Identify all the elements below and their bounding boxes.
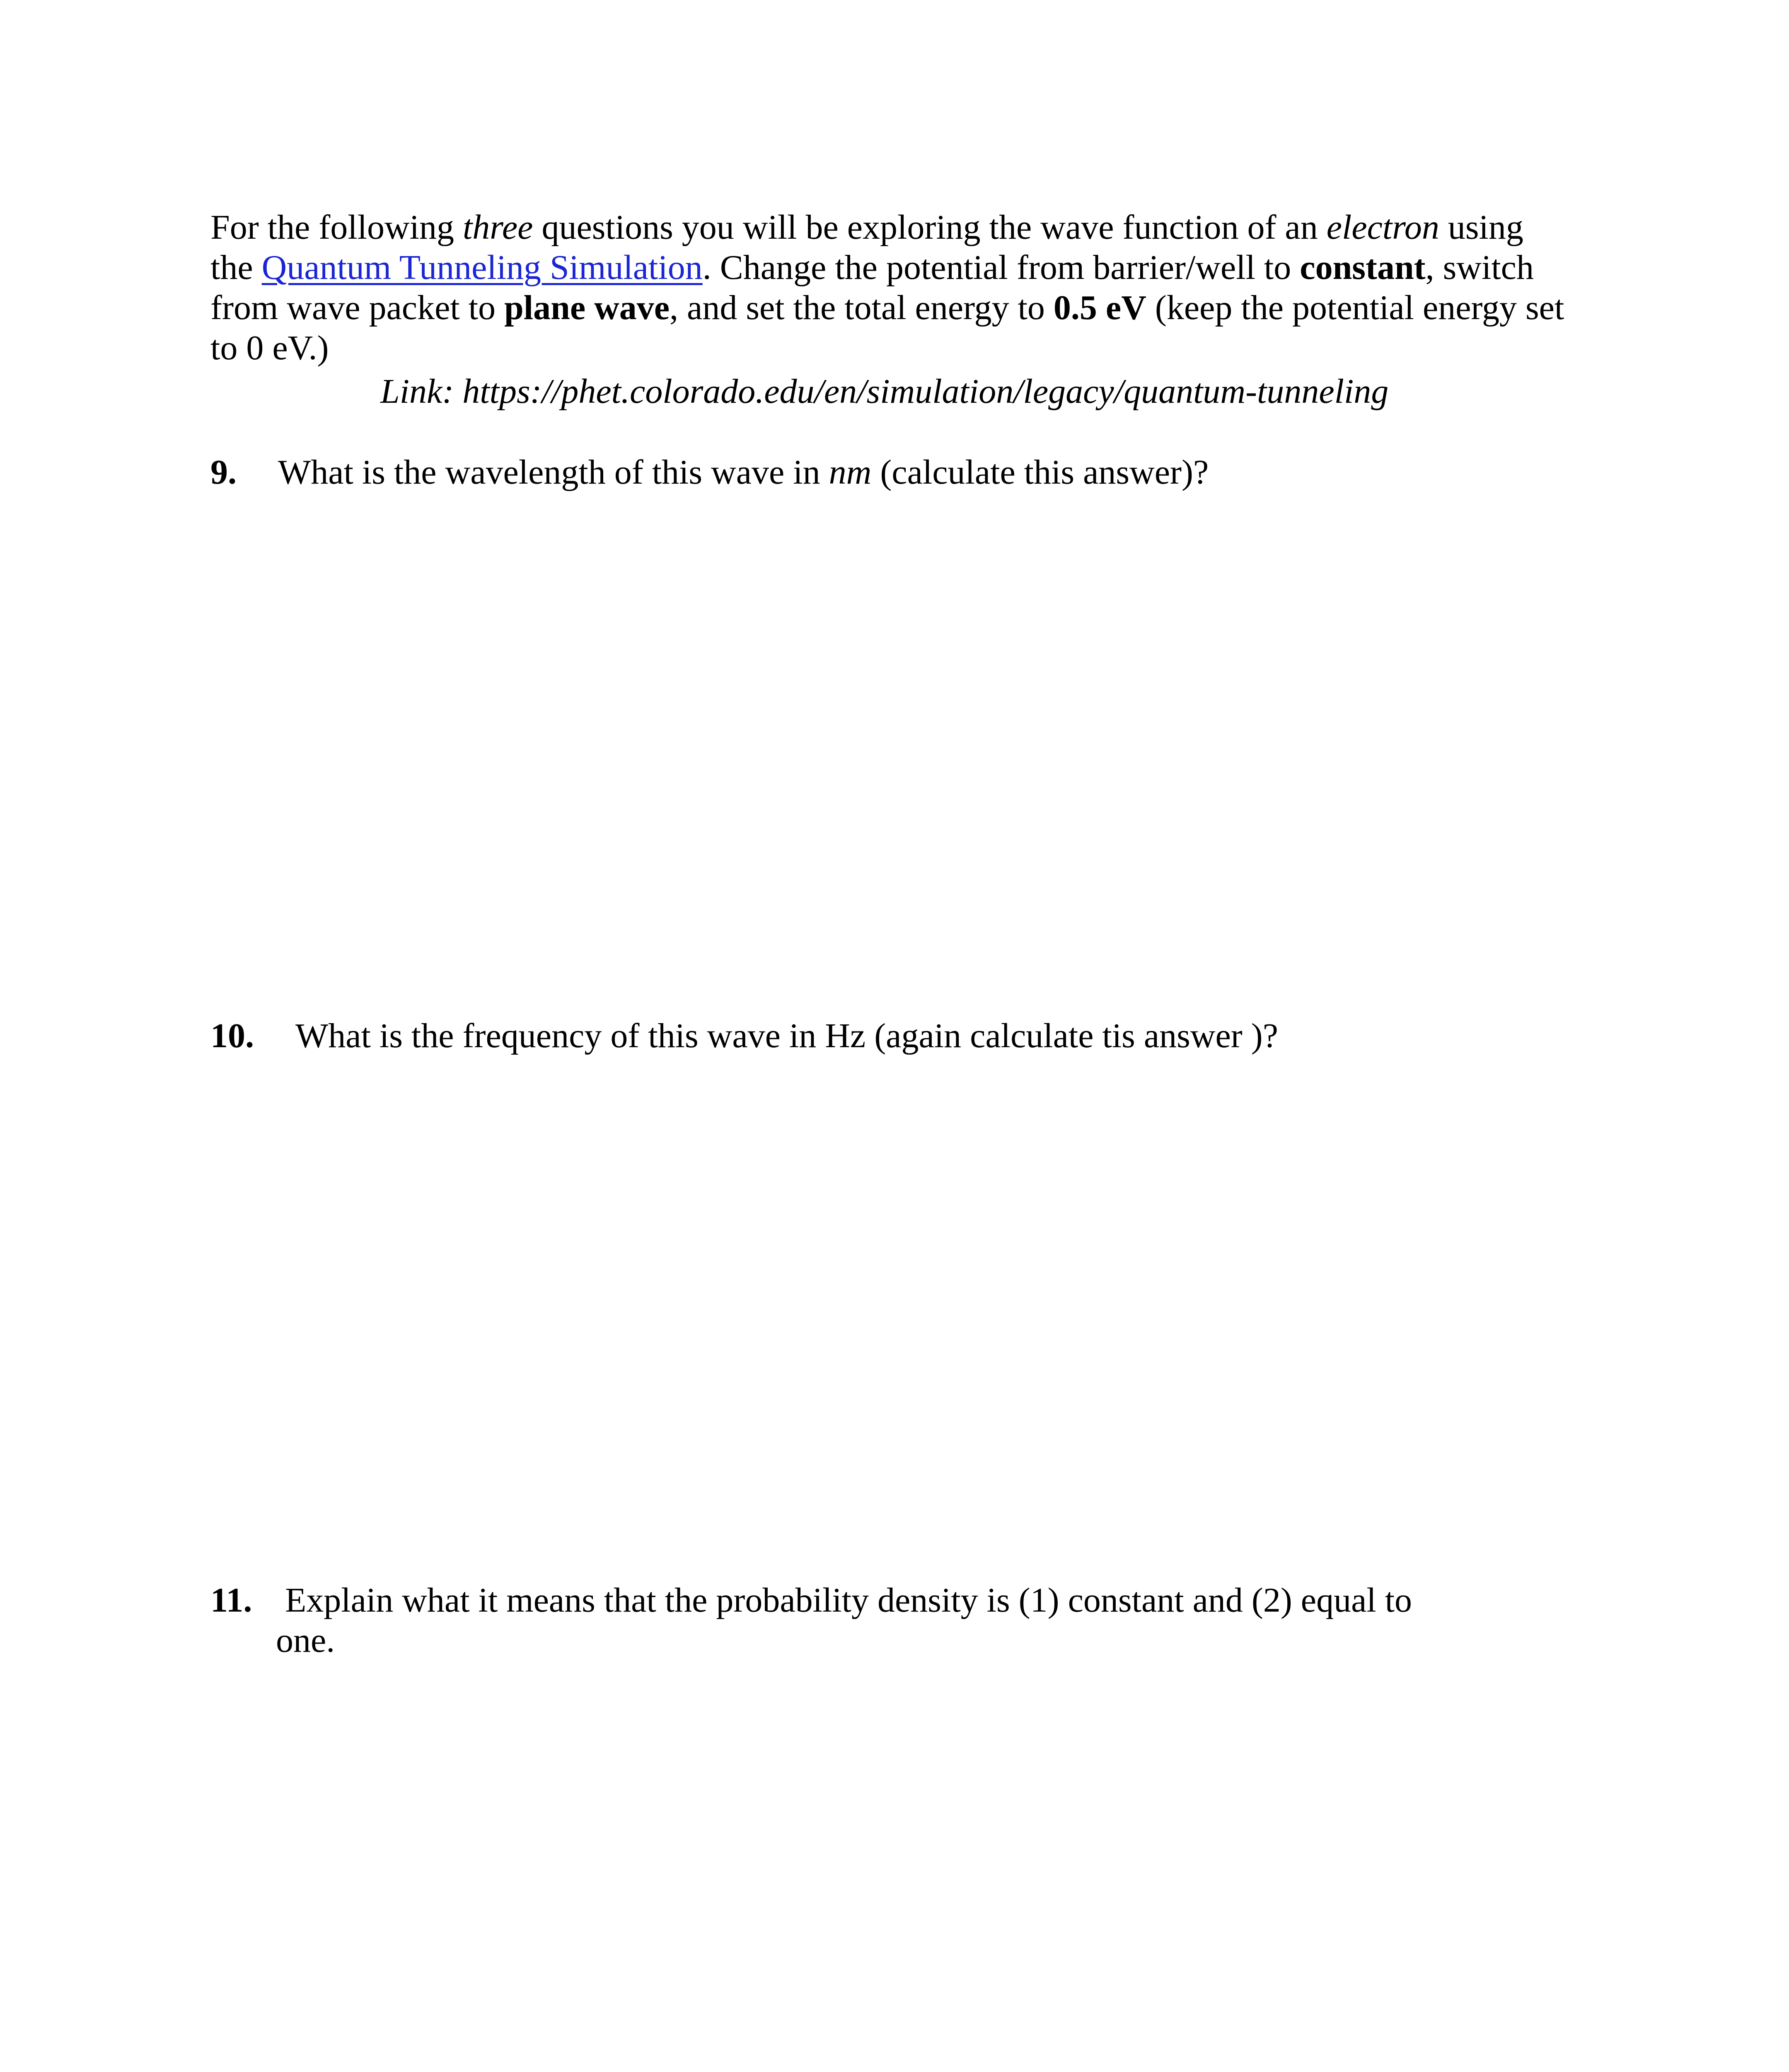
intro-line-4: to 0 eV.) bbox=[210, 329, 329, 367]
question-text: What is the frequency of this wave in Hz (again calculate tis answer )? bbox=[295, 1017, 1279, 1055]
simulation-url-text: Link: https://phet.colorado.edu/en/simulation/legacy/quantum-tunneling bbox=[380, 372, 1389, 411]
question-number: 9. bbox=[210, 453, 237, 491]
emphasis-energy-value: 0.5 eV bbox=[1053, 288, 1146, 327]
intro-line-2: the Quantum Tunneling Simulation. Change the potential from barrier/well to constant, switch bbox=[210, 248, 1534, 287]
question-number: 11. bbox=[210, 1581, 252, 1619]
question-number: 10. bbox=[210, 1017, 254, 1055]
quantum-tunneling-simulation-link[interactable]: Quantum Tunneling Simulation bbox=[261, 248, 703, 287]
intro-paragraph bbox=[210, 207, 1619, 368]
question-10 bbox=[210, 1016, 1453, 1057]
emphasis-constant: constant bbox=[1300, 248, 1426, 287]
unit-nm: nm bbox=[829, 453, 872, 491]
intro-line-3: from wave packet to plane wave, and set the total energy to 0.5 eV (keep the potential energy set bbox=[210, 288, 1564, 327]
emphasis-plane-wave: plane wave bbox=[504, 288, 670, 327]
question-11 bbox=[210, 1580, 1453, 1663]
emphasis-three: three bbox=[462, 208, 533, 247]
intro-line-1: For the following three questions you will be exploring the wave function of an electron using bbox=[210, 208, 1523, 247]
question-text-line-1: Explain what it means that the probability density is (1) constant and (2) equal to bbox=[285, 1581, 1412, 1619]
question-9 bbox=[210, 452, 1453, 494]
question-text: What is the wavelength of this wave in nm (calculate this answer)? bbox=[278, 453, 1209, 491]
emphasis-electron: electron bbox=[1326, 208, 1439, 247]
question-text-line-2: one. bbox=[276, 1621, 335, 1660]
